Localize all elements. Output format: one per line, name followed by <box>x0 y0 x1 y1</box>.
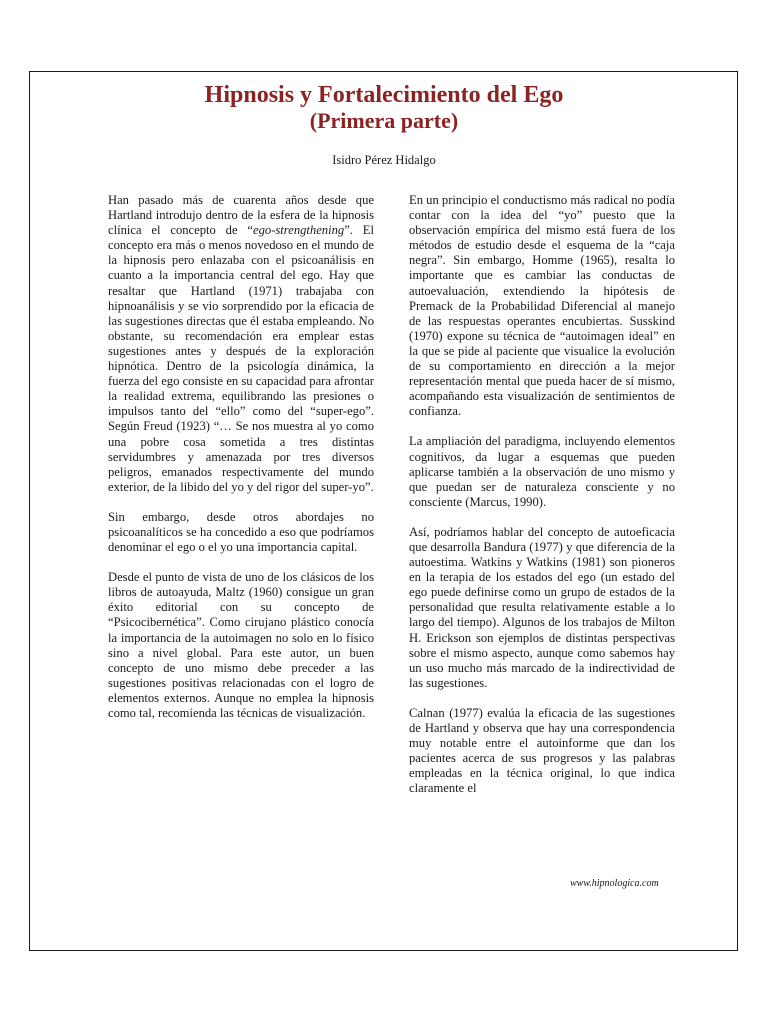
left-paragraph-2: Sin embargo, desde otros abordajes no psicoanalíticos se ha concedido a eso que podríamos denominar el ego o el yo una importancia capital. <box>108 509 374 555</box>
right-paragraph-4: Calnan (1977) evalúa la eficacia de las sugestiones de Hartland y observa que hay una correspondencia muy notable entre el autoinforme que dan los pacientes acerca de sus progresos y las palabras empleadas en la técnica original, lo que indica claramente el <box>409 705 675 796</box>
article-title: Hipnosis y Fortalecimiento del Ego <box>204 82 564 108</box>
article-author: Isidro Pérez Hidalgo <box>332 153 436 167</box>
left-paragraph-3: Desde el punto de vista de uno de los clásicos de los libros de autoayuda, Maltz (1960) consigue un gran éxito editorial con su concepto de “Psicocibernética”. Como cirujano plástico conocía la importancia de la autoimagen no solo en lo físico sino a nivel global. Para este autor, un buen concepto de uno mismo debe preceder a las sugestiones positivas relacionadas con el logro de elementos externos. Aunque no emplea la hipnosis como tal, recomienda las técnicas de visualización. <box>108 570 374 720</box>
right-column <box>409 193 675 811</box>
left-paragraph-1-emphasis: ego-strengthening <box>253 223 345 238</box>
right-paragraph-2: La ampliación del paradigma, incluyendo elementos cognitivos, da lugar a esquemas que pueden aplicarse también a la observación de uno mismo y que puedan ser de naturaleza consciente y no consciente (Marcus, 1990). <box>409 434 675 509</box>
left-column <box>108 193 374 736</box>
left-paragraph-1-text-b: ”. El concepto era más o menos novedoso en el mundo de la hipnosis pero enlazaba con el psicoanálisis en cuanto a la importancia central del ego. Hay que resaltar que Hartland (1971) trabajaba con hipnoanálisis y se vio sorprendido por la eficacia de las sugestiones directas que él estaba empleando. No obstante, su recomendación era emplear estas sugestiones antes y después de la exploración hipnótica. Dentro de la psicología dinámica, la fuerza del ego consiste en su capacidad para afrontar la realidad extrema, equilibrando las presiones o impulsos tanto del “ello” como del “super-ego”. Según Freud (1923) “… Se nos muestra al yo como una pobre cosa sometida a tres distintas servidumbres y amenazada por tres diversos peligros, emanados respectivamente del mundo exterior, de la libido del yo y del rigor del super-yo”. <box>108 223 374 494</box>
footer-website-link[interactable]: www.hipnologica.com <box>570 878 659 889</box>
left-paragraph-1-text-a: Han pasado más de cuarenta años desde que Hartland introdujo dentro de la esfera de la hipnosis clínica el concepto de “ <box>108 193 374 238</box>
article-subtitle: (Primera parte) <box>309 108 459 133</box>
right-paragraph-1: En un principio el conductismo más radical no podía contar con la idea del “yo” puesto que la observación empírica del mismo está fuera de los métodos de estudio desde el esquema de la “caja negra”. Sin embargo, Homme (1965), resalta lo importante que es cambiar las conductas de autoevaluación, extendiendo la hipótesis de Premack de la Probabilidad Diferencial al manejo de las respuestas operantes encubiertas. Susskind (1970) expone su técnica de “autoimagen ideal” en la que se pide al paciente que visualice la evolución de su comportamiento en dirección a la mejor representación mental que pueda hacer de sí mismo, acompañando esta visualización de sentimientos de confianza. <box>409 193 675 419</box>
left-paragraph-1 <box>108 193 374 495</box>
right-paragraph-3: Así, podríamos hablar del concepto de autoeficacia que desarrolla Bandura (1977) y que diferencia de la autoestima. Watkins y Watkins (1981) son pioneros en la terapia de los estados del ego (un estado del ego puede definirse como un grupo de estados de la personalidad que resulta relativamente estable a lo largo del tiempo). Algunos de los trabajos de Milton H. Erickson son ejemplos de distintas perspectivas sobre el mismo aspecto, aunque como sabemos hay un uso mucho más marcado de la indirectividad de las sugestiones. <box>409 524 675 690</box>
